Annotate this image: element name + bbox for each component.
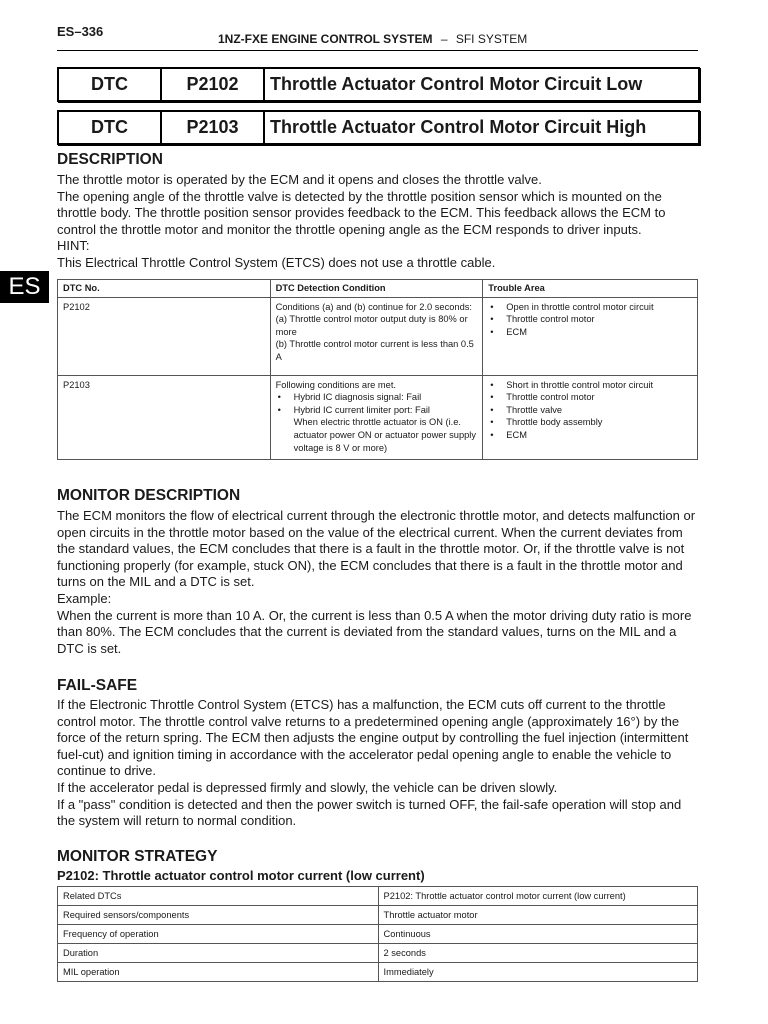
column-header: Trouble Area [483,280,698,298]
fail-safe-text [57,697,698,830]
description-line: The throttle motor is operated by the ECM and it opens and closes the throttle valve. [57,172,542,187]
description-line: The opening angle of the throttle valve is detected by the throttle position sensor which is mounted on the throttle body. The throttle position sensor provides feedback to the ECM. This feedback allows the ECM to control the throttle motor and monitor the throttle opening angle as the ECM responds to driver inputs. [57,188,666,237]
condition-bullet: • Hybrid IC diagnosis signal: Fail [276,391,478,404]
trouble-area-item: • Open in throttle control motor circuit [488,301,692,314]
strategy-label-cell: Required sensors/components [58,906,379,925]
fail-safe-line: If the accelerator pedal is depressed firmly and slowly, the vehicle can be driven slowly. [57,779,558,795]
table-row [58,963,698,982]
condition-line: (a) Throttle control motor output duty is 80% or more [275,314,468,337]
page-number: ES–336 [57,24,104,39]
table-header-row [58,280,698,298]
trouble-area-cell [483,297,698,375]
strategy-label-cell: Duration [58,944,379,963]
condition-note: When electric throttle actuator is ON (i.e. actuator power ON or actuator power supply voltage is 8 V or more) [293,417,477,453]
header-title-regular: SFI SYSTEM [455,32,528,46]
trouble-area-cell [483,375,698,459]
monitor-description-line: The ECM monitors the flow of electrical current through the electronic throttle motor, and detects malfunction or open circuits in the throttle motor based on the value of the electrical current. When the current deviates from the standard values, the ECM concludes that there is a fault in the throttle motor. Or, if the throttle valve is not functioning properly (for example, stuck ON), the ECM concludes that there is a fault in the throttle motor and turns on the MIL and a DTC is set. [57,508,696,590]
monitor-description-text [57,508,698,657]
trouble-area-item: • ECM [488,429,692,442]
trouble-area-item: • Throttle control motor [488,391,692,404]
description-hint: This Electrical Throttle Control System (ETCS) does not use a throttle cable. [57,254,496,270]
strategy-label-cell: MIL operation [58,963,379,982]
fail-safe-line: If a "pass" condition is detected and then the power switch is turned OFF, the fail-safe operation will stop and the system will return to normal condition. [57,796,682,829]
table-row [58,375,698,459]
table-row [58,925,698,944]
trouble-area-item: • Throttle body assembly [488,416,692,429]
trouble-area-item: • Throttle valve [488,404,692,417]
trouble-area-item: • Short in throttle control motor circuit [488,379,692,392]
monitor-description-heading: MONITOR DESCRIPTION [57,487,241,504]
header-separator: – [440,32,448,46]
strategy-label-cell: Frequency of operation [58,925,379,944]
strategy-value-cell: 2 seconds [378,944,697,963]
description-hint-label: HINT: [57,238,90,254]
strategy-label-cell: Related DTCs [58,887,379,906]
condition-intro: Following conditions are met. [275,379,397,390]
dtc-label: DTC [59,112,162,143]
dtc-code-cell: P2103 [58,375,271,459]
dtc-box-p2103 [57,110,700,145]
dtc-code-cell: P2102 [58,297,271,375]
dtc-code: P2102 [162,69,265,100]
column-header: DTC Detection Condition [270,280,483,298]
strategy-value-cell: Continuous [378,925,697,944]
strategy-value-cell: P2102: Throttle actuator control motor current (low current) [378,887,697,906]
dtc-code: P2103 [162,112,265,143]
strategy-value-cell: Throttle actuator motor [378,906,697,925]
dtc-box-p2102 [57,67,700,102]
description-text [57,172,698,272]
dtc-title: Throttle Actuator Control Motor Circuit Low [270,74,643,94]
description-heading: DESCRIPTION [57,151,163,168]
monitor-strategy-subheading: P2102: Throttle actuator control motor current (low current) [57,868,425,883]
table-row [58,887,698,906]
detection-condition-cell [270,297,483,375]
monitor-strategy-table [57,886,698,982]
trouble-area-item: • ECM [488,326,692,339]
table-row [58,944,698,963]
dtc-detection-table [57,279,698,460]
fail-safe-heading: FAIL-SAFE [57,677,138,694]
detection-condition-cell [270,375,483,459]
dtc-label: DTC [59,69,162,100]
header-rule [57,50,698,51]
monitor-strategy-heading: MONITOR STRATEGY [57,848,218,865]
monitor-description-example-label: Example: [57,590,112,606]
condition-line: (b) Throttle control motor current is less than 0.5 A [275,339,474,362]
fail-safe-line: If the Electronic Throttle Control System (ETCS) has a malfunction, the ECM cuts off current to the throttle control motor. The throttle control valve returns to a predetermined opening angle (approximately 16°) by the force of the return spring. The ECM then adjusts the engine output by controlling the fuel injection (intermittent fuel-cut) and ignition timing in accordance with the accelerator pedal opening angle to enable the vehicle to continue to drive. [57,697,689,779]
strategy-value-cell: Immediately [378,963,697,982]
condition-bullet: • Hybrid IC current limiter port: Fail [276,404,478,417]
section-tab: ES [0,271,49,303]
trouble-area-item: • Throttle control motor [488,313,692,326]
running-header [218,32,527,46]
table-row [58,297,698,375]
table-row [58,906,698,925]
monitor-description-example: When the current is more than 10 A. Or, the current is less than 0.5 A when the motor driving duty ratio is more than 80%. The ECM concludes that the current is deviated from the standard values, turns on the MIL and a DTC is set. [57,607,692,656]
dtc-title: Throttle Actuator Control Motor Circuit High [270,117,647,137]
column-header: DTC No. [58,280,271,298]
header-title-bold: 1NZ-FXE ENGINE CONTROL SYSTEM [218,32,433,46]
condition-line: Conditions (a) and (b) continue for 2.0 seconds: [275,301,472,312]
